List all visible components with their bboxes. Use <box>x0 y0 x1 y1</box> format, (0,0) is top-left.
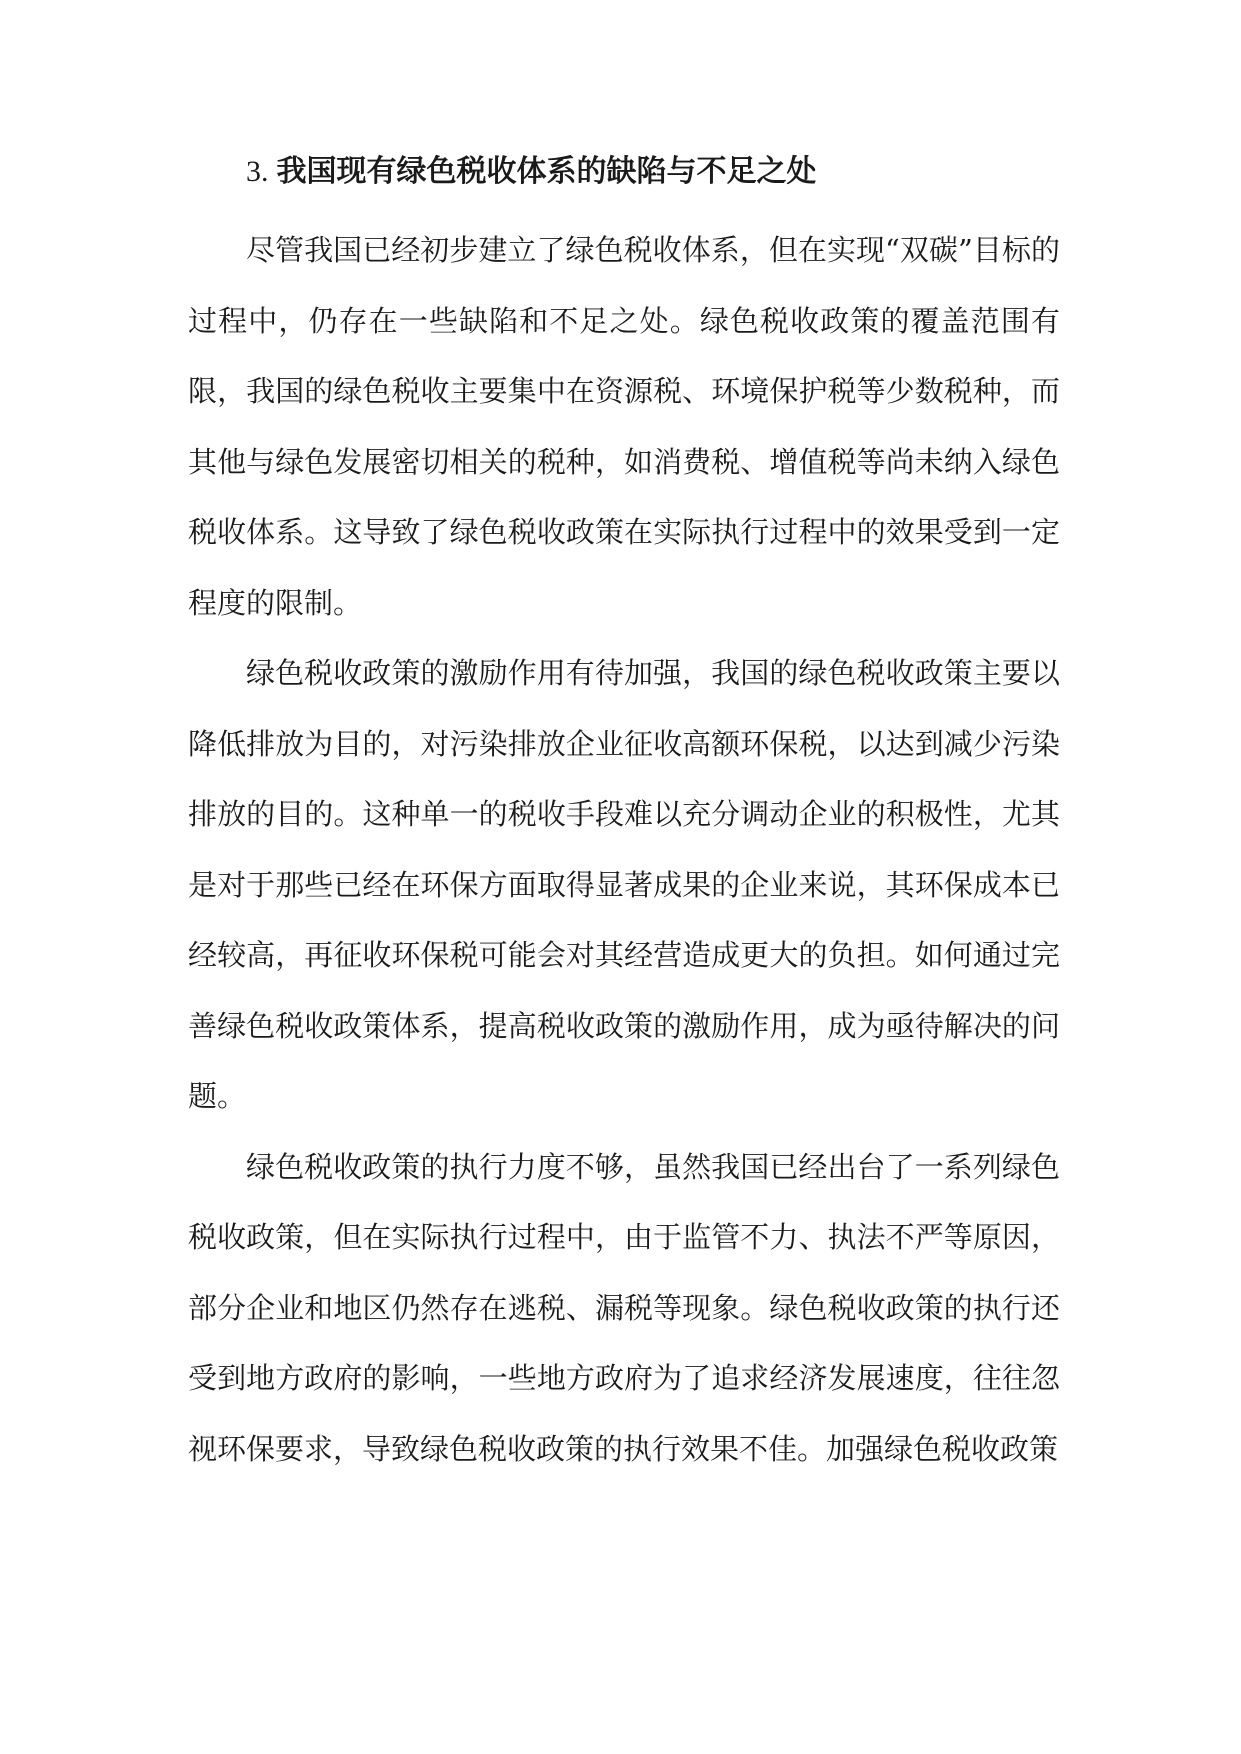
paragraph-3: 绿色税收政策的执行力度不够，虽然我国已经出台了一系列绿色税收政策，但在实际执行过程中，由于监管不力、执法不严等原因，部分企业和地区仍然存在逃税、漏税等现象。绿色税收政策的执行还受到地方政府的影响，一些地方政府为了追求经济发展速度，往往忽视环保要求，导致绿色税收政策的执行效果不佳。加强绿色税收政策 <box>188 1149 1060 1466</box>
section-number: 3. <box>246 155 269 188</box>
section-heading <box>246 147 817 197</box>
paragraph-2: 绿色税收政策的激励作用有待加强，我国的绿色税收政策主要以降低排放为目的，对污染排放企业征收高额环保税，以达到减少污染排放的目的。这种单一的税收手段难以充分调动企业的积极性，尤其是对于那些已经在环保方面取得显著成果的企业来说，其环保成本已经较高，再征收环保税可能会对其经营造成更大的负担。如何通过完善绿色税收政策体系，提高税收政策的激励作用，成为亟待解决的问题。 <box>188 656 1060 1113</box>
section-title: 我国现有绿色税收体系的缺陷与不足之处 <box>276 154 817 189</box>
body-text <box>188 215 1060 1484</box>
paragraph-1: 尽管我国已经初步建立了绿色税收体系，但在实现“双碳”目标的过程中，仍存在一些缺陷和不足之处。绿色税收政策的覆盖范围有限，我国的绿色税收主要集中在资源税、环境保护税等少数税种，而其他与绿色发展密切相关的税种，如消费税、增值税等尚未纳入绿色税收体系。这导致了绿色税收政策在实际执行过程中的效果受到一定程度的限制。 <box>188 233 1060 620</box>
